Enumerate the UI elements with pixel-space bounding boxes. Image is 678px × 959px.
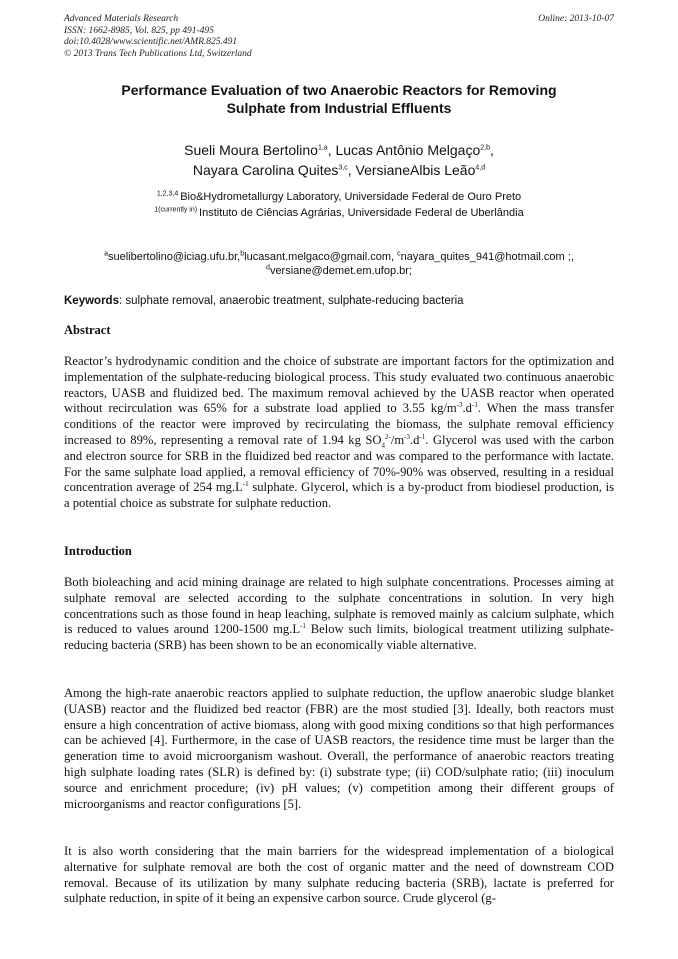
email-d[interactable]: versiane@demet.em.ufop.br; (269, 265, 412, 277)
affiliation-2 (64, 205, 614, 221)
author-name: Nayara Carolina Quites (192, 162, 339, 178)
intro-paragraph-2: Among the high-rate anaerobic reactors applied to sulphate reduction, the upflow anaerobic sludge blanket (UASB) reactor and the fluidized bed reactor (FBR) are the most studied [3]. Ideally, both reactors must ensure a high concentration of active biomass, along with good mixing conditions so that high performances can be achieved [4]. Furthermore, in the case of UASB reactors, the residence time must be larger than the generation time to avoid microorganism washout. Overall, the performance of anaerobic reactors treating high sulphate loading rates (SLR) is defined by: (i) substrate type; (ii) COD/sulphate ratio; (iii) inoculum source and enrichment procedure; (iv) pH values; (v) competition among their different groups of microorganisms and reactor configurations [5]. (64, 686, 614, 811)
journal-name: Advanced Materials Research (64, 14, 179, 24)
author-sep: , (347, 162, 356, 178)
author-line-1 (64, 140, 614, 160)
author-sep: , (327, 142, 336, 158)
author-sup: 3,c (338, 164, 348, 172)
keywords-text: : sulphate removal, anaerobic treatment, sulphate-reducing bacteria (118, 295, 464, 307)
email-b[interactable]: lucasant.melgaco@gmail.com, (244, 251, 398, 263)
keywords-label: Keywords (64, 295, 119, 307)
journal-header (64, 14, 252, 60)
author-sup: 4,d (475, 164, 486, 172)
author-name: Lucas Antônio Melgaço (335, 142, 481, 158)
copyright-line: © 2013 Trans Tech Publications Ltd, Switzerland (64, 48, 252, 59)
introduction-heading: Introduction (64, 544, 132, 558)
author-sep: , (489, 142, 494, 158)
author-sup: 2,b (480, 144, 490, 152)
email-a[interactable]: suelibertolino@iciag.ufu.br, (108, 251, 241, 263)
affiliation-1 (64, 189, 614, 205)
issn-line: ISSN: 1662-8985, Vol. 825, pp 491-495 (64, 25, 214, 36)
abstract-text: . Glycerol was used with the carbon and electron source for SRB in the fluidized bed reactor and was compared to the performance with lactate. For the same sulphate load applied, a removal efficiency of 70%-90% was observed, resulting in a residual concentration average of 254 mg.L (64, 432, 615, 495)
author-name: VersianeAlbis Leão (355, 162, 476, 178)
intro-paragraph-1: Both bioleaching and acid mining drainage are related to high sulphate concentrations. Processes aiming at sulphate removal are selected according to the sulphate concentrations in solution. In very high concentrations such as those found in heap leaching, sulphate is removed mainly as calcium sulphate, which is reduced to values around 1200-1500 $mg.L^{-1}$ Below such limits, biological treatment utilizing sulphate-reducing bacteria (SRB) has been shown to be an economically viable alternative. (64, 575, 614, 653)
keywords-line (64, 294, 614, 308)
author-emails (64, 250, 614, 278)
doi-line: doi:10.4028/www.scientific.net/AMR.825.491 (64, 37, 238, 47)
email-line-2: $^d$versiane@demet.em.ufop.br; (266, 264, 412, 277)
abstract-heading: Abstract (64, 323, 111, 337)
abstract-text: sulphate. Glycerol, which is a by-product from biodiesel production, is a potential choice as substrate for sulphate reduction. (64, 480, 614, 511)
author-sup: 1,a (317, 144, 328, 152)
paper-title (64, 81, 614, 117)
title-line-2: Sulphate from Industrial Effluents (226, 100, 452, 116)
email-line-1: $^a$suelibertolino@iciag.ufu.br,$^b$lucasant.melgaco@gmail.com, $^c$nayara_quites_941@hotmail.com ;, (104, 250, 574, 263)
author-name: Sueli Moura Bertolino (184, 142, 318, 158)
intro-text: Below such limits, biological treatment utilizing sulphate-reducing bacteria (SRB) has been shown to be an economically viable alternative. (64, 622, 614, 653)
intro-paragraph-3: It is also worth considering that the main barriers for the widespread implementation of a biological alternative for sulphate removal are both the cost of organic matter and the need of downstream COD removal. Because of its utilization by many sulphate reducing bacteria (SRB), lactate is preferred for sulphate reduction, in spite of it being an expensive carbon source. Crude glycerol (g- (64, 844, 614, 906)
title-line-1: Performance Evaluation of two Anaerobic Reactors for Removing (121, 82, 557, 98)
affiliations (64, 189, 614, 221)
affiliation-text: Bio&Hydrometallurgy Laboratory, Universidade Federal de Ouro Preto (180, 191, 522, 203)
author-line-2 (64, 160, 614, 180)
email-c[interactable]: nayara_quites_941@hotmail.com ;, (400, 251, 574, 263)
affiliation-text: Instituto de Ciências Agrárias, Universidade Federal de Uberlândia (199, 207, 524, 219)
affiliation-sup: 1,2,3,4 (156, 190, 181, 198)
abstract-paragraph: Reactor’s hydrodynamic condition and the choice of substrate are important factors for the optimization and implementation of the sulphate-reducing biological process. This study evaluated two continuous anaerobic reactors, UASB and fluidized bed. The maximum removal achieved by the UASB reactor when operated without recirculation was 65% for a substrate load applied to 3.55 $kg/m^{-3}.d^{-1}$. When the mass transfer conditions of the reactor were improved by recirculating the biomass, the sulphate removal efficiency increased to 89%, representing a removal rate of 1.94 kg $SO_4^{2-}/m^{-3}.d^{-1}$. Glycerol was used with the carbon and electron source for SRB in the fluidized bed reactor and was compared to the performance with lactate. For the same sulphate load applied, a removal efficiency of 70%-90% was observed, resulting in a residual concentration average of 254 $mg.L^{-1}$ sulphate. Glycerol, which is a by-product from biodiesel production, is a potential choice as substrate for sulphate reduction. (64, 354, 615, 511)
abstract-text: Reactor’s hydrodynamic condition and the choice of substrate are important factors for the optimization and implementation of the sulphate-reducing biological process. This study evaluated two continuous anaerobic reactors, UASB and fluidized bed. The maximum removal achieved by the UASB reactor when operated without recirculation was 65% for a substrate load applied to 3.55 kg/m (64, 354, 614, 416)
affiliation-sup: 1(currently in) (154, 206, 200, 214)
intro-text: Both bioleaching and acid mining drainage are related to high sulphate concentrations. Processes aiming at sulphate removal are selected according to the sulphate concentrations in solution. In very high concentrations such as those found in heap leaching, sulphate is removed mainly as calcium sulphate, which is reduced to values around 1200-1500 mg.L (64, 575, 614, 637)
online-date: Online: 2013-10-07 (538, 14, 614, 24)
author-list (64, 140, 614, 180)
abstract-text: . When the mass transfer conditions of the reactor were improved by recirculating the biomass, the sulphate removal efficiency increased to 89%, representing a removal rate of 1.94 kg SO (64, 401, 614, 447)
